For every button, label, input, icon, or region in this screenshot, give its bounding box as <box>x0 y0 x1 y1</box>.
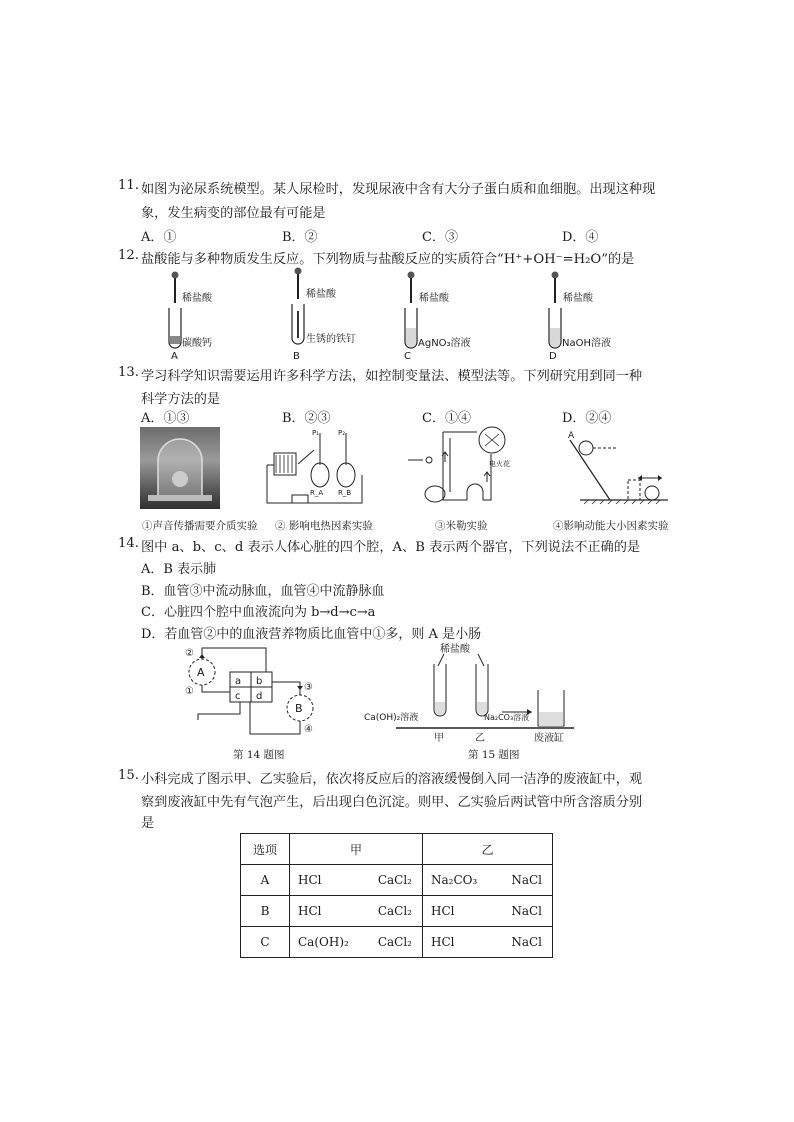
q12-letter-a: A <box>171 351 178 362</box>
q14-number: 14. <box>118 536 139 551</box>
q12-letter-c: C <box>404 351 411 362</box>
q14-option-c: C．心脏四个腔中血液流向为 b→d→c→a <box>141 605 376 620</box>
table-header-option: 选项 <box>241 834 290 865</box>
table-cell: NaCl <box>511 873 542 887</box>
q11-stem-line2: 象，发生病变的部位最有可能是 <box>141 206 326 221</box>
q13-caption-4: ④影响动能大小因素实验 <box>553 520 669 532</box>
table-cell-option: C <box>241 927 290 958</box>
q12-stem: 盐酸能与多种物质发生反应。下列物质与盐酸反应的实质符合“H⁺+OH⁻=H₂O”的是 <box>141 252 635 267</box>
q12-acid-label-b: 稀盐酸 <box>306 289 336 300</box>
table-row <box>241 927 553 958</box>
q13-caption-1: ①声音传播需要介质实验 <box>142 520 258 532</box>
q15-number: 15. <box>118 768 139 783</box>
q14-label-organ-a: A <box>197 666 205 679</box>
q13-label-a: A <box>568 431 575 441</box>
q13-bell-jar-photo <box>140 427 220 509</box>
table-cell: CaCl₂ <box>377 904 412 918</box>
q14-label-vessel-2: ② <box>185 648 194 659</box>
q14-option-d: D．若血管②中的血液营养物质比血管中①多，则 A 是小肠 <box>141 627 482 642</box>
q15-label-left-solution: Ca(OH)₂溶液 <box>364 713 419 723</box>
q11-option-d: D．④ <box>562 230 599 245</box>
table-header-jia: 甲 <box>290 834 423 865</box>
q13-miller-figure <box>405 422 525 514</box>
q13-number: 13. <box>118 365 139 380</box>
q13-stem-line2: 科学方法的是 <box>141 392 221 407</box>
q13-ramp-figure <box>560 430 680 510</box>
q14-label-b: b <box>256 676 263 687</box>
q12-number: 12. <box>118 248 139 263</box>
q14-label-d: d <box>256 691 263 702</box>
table-cell: HCl <box>431 904 455 918</box>
q13-option-a: A．①③ <box>141 411 190 426</box>
table-cell: Na₂CO₃ <box>431 873 478 887</box>
q13-label-ra: R_A <box>310 489 324 497</box>
q15-label-acid: 稀盐酸 <box>440 644 470 655</box>
table-cell: NaCl <box>511 904 542 918</box>
q12-reagent-c: AgNO₃溶液 <box>418 338 471 349</box>
q13-label-p1: P₁ <box>312 429 320 437</box>
table-row <box>241 896 553 927</box>
table-header-yi: 乙 <box>423 834 553 865</box>
table-cell: HCl <box>298 873 322 887</box>
q13-circuit-figure <box>262 425 372 515</box>
q13-stem-line1: 学习科学知识需要运用许多科学方法，如控制变量法、模型法等。下列研究用到同一种 <box>141 369 643 384</box>
q14-stem: 图中 a、b、c、d 表示人体心脏的四个腔，A、B 表示两个器官，下列说法不正确的是 <box>141 540 641 555</box>
table-cell: CaCl₂ <box>377 873 412 887</box>
q15-figure-caption: 第 15 题图 <box>468 749 520 761</box>
table-cell: HCl <box>431 935 455 949</box>
q14-label-vessel-1: ① <box>185 686 194 697</box>
q15-apparatus-figure <box>362 642 577 742</box>
q11-stem-line1: 如图为泌尿系统模型。某人尿检时，发现尿液中含有大分子蛋白质和血细胞。出现这种现 <box>141 182 656 197</box>
q11-option-c: C．③ <box>422 230 458 245</box>
q11-option-b: B．② <box>282 230 318 245</box>
table-cell: NaCl <box>511 935 542 949</box>
q14-option-a: A．B 表示肺 <box>141 562 217 577</box>
q15-label-jia: 甲 <box>434 733 444 744</box>
q12-acid-label-a: 稀盐酸 <box>182 293 212 304</box>
q12-reagent-d: NaOH溶液 <box>562 338 611 349</box>
q11-option-a: A．① <box>141 230 177 245</box>
q12-reagent-a: 碳酸钙 <box>182 338 212 349</box>
q12-acid-label-c: 稀盐酸 <box>419 293 449 304</box>
q15-label-tank: 废液缸 <box>534 733 564 744</box>
table-cell: Ca(OH)₂ <box>298 935 349 949</box>
q14-label-a: a <box>235 676 242 687</box>
q12-letter-b: B <box>293 351 300 362</box>
q13-caption-2: ② 影响电热因素实验 <box>275 520 373 532</box>
q12-acid-label-d: 稀盐酸 <box>563 293 593 304</box>
q15-answer-table <box>240 833 553 958</box>
q13-option-d: D．②④ <box>562 411 612 426</box>
q11-number: 11. <box>118 178 139 193</box>
q15-stem-line2: 察到废液缸中先有气泡产生，后出现白色沉淀。则甲、乙实验后两试管中所含溶质分别 <box>141 795 643 810</box>
q15-stem-line1: 小科完成了图示甲、乙实验后，依次将反应后的溶液缓慢倒入同一洁净的废液缸中，观 <box>141 772 643 787</box>
q14-circulation-figure <box>180 642 325 742</box>
q15-label-right-solution: Na₂CO₃溶液 <box>484 713 530 722</box>
table-header-row <box>241 834 553 865</box>
q13-label-spark: 电火花 <box>489 460 510 468</box>
table-row <box>241 865 553 896</box>
q12-letter-d: D <box>549 351 557 362</box>
q12-reagent-b: 生锈的铁钉 <box>306 334 356 345</box>
q14-label-vessel-4: ④ <box>304 724 313 735</box>
q13-option-b: B．②③ <box>282 411 331 426</box>
q13-label-rb: R_B <box>338 489 352 497</box>
q14-option-b: B．血管③中流动脉血，血管④中流静脉血 <box>141 584 385 599</box>
table-cell: CaCl₂ <box>377 935 412 949</box>
q14-label-organ-b: B <box>295 702 303 715</box>
q13-label-p2: P₂ <box>338 429 346 437</box>
q14-figure-caption: 第 14 题图 <box>233 749 285 761</box>
q13-caption-3: ③米勒实验 <box>435 520 488 532</box>
q15-stem-line3: 是 <box>141 816 155 831</box>
table-cell: HCl <box>298 904 322 918</box>
table-cell-option: B <box>241 896 290 927</box>
q14-label-vessel-3: ③ <box>304 682 313 693</box>
table-cell-option: A <box>241 865 290 896</box>
q13-option-c: C．①④ <box>422 411 471 426</box>
q14-label-c: c <box>235 691 241 702</box>
q15-label-yi: 乙 <box>475 733 485 744</box>
